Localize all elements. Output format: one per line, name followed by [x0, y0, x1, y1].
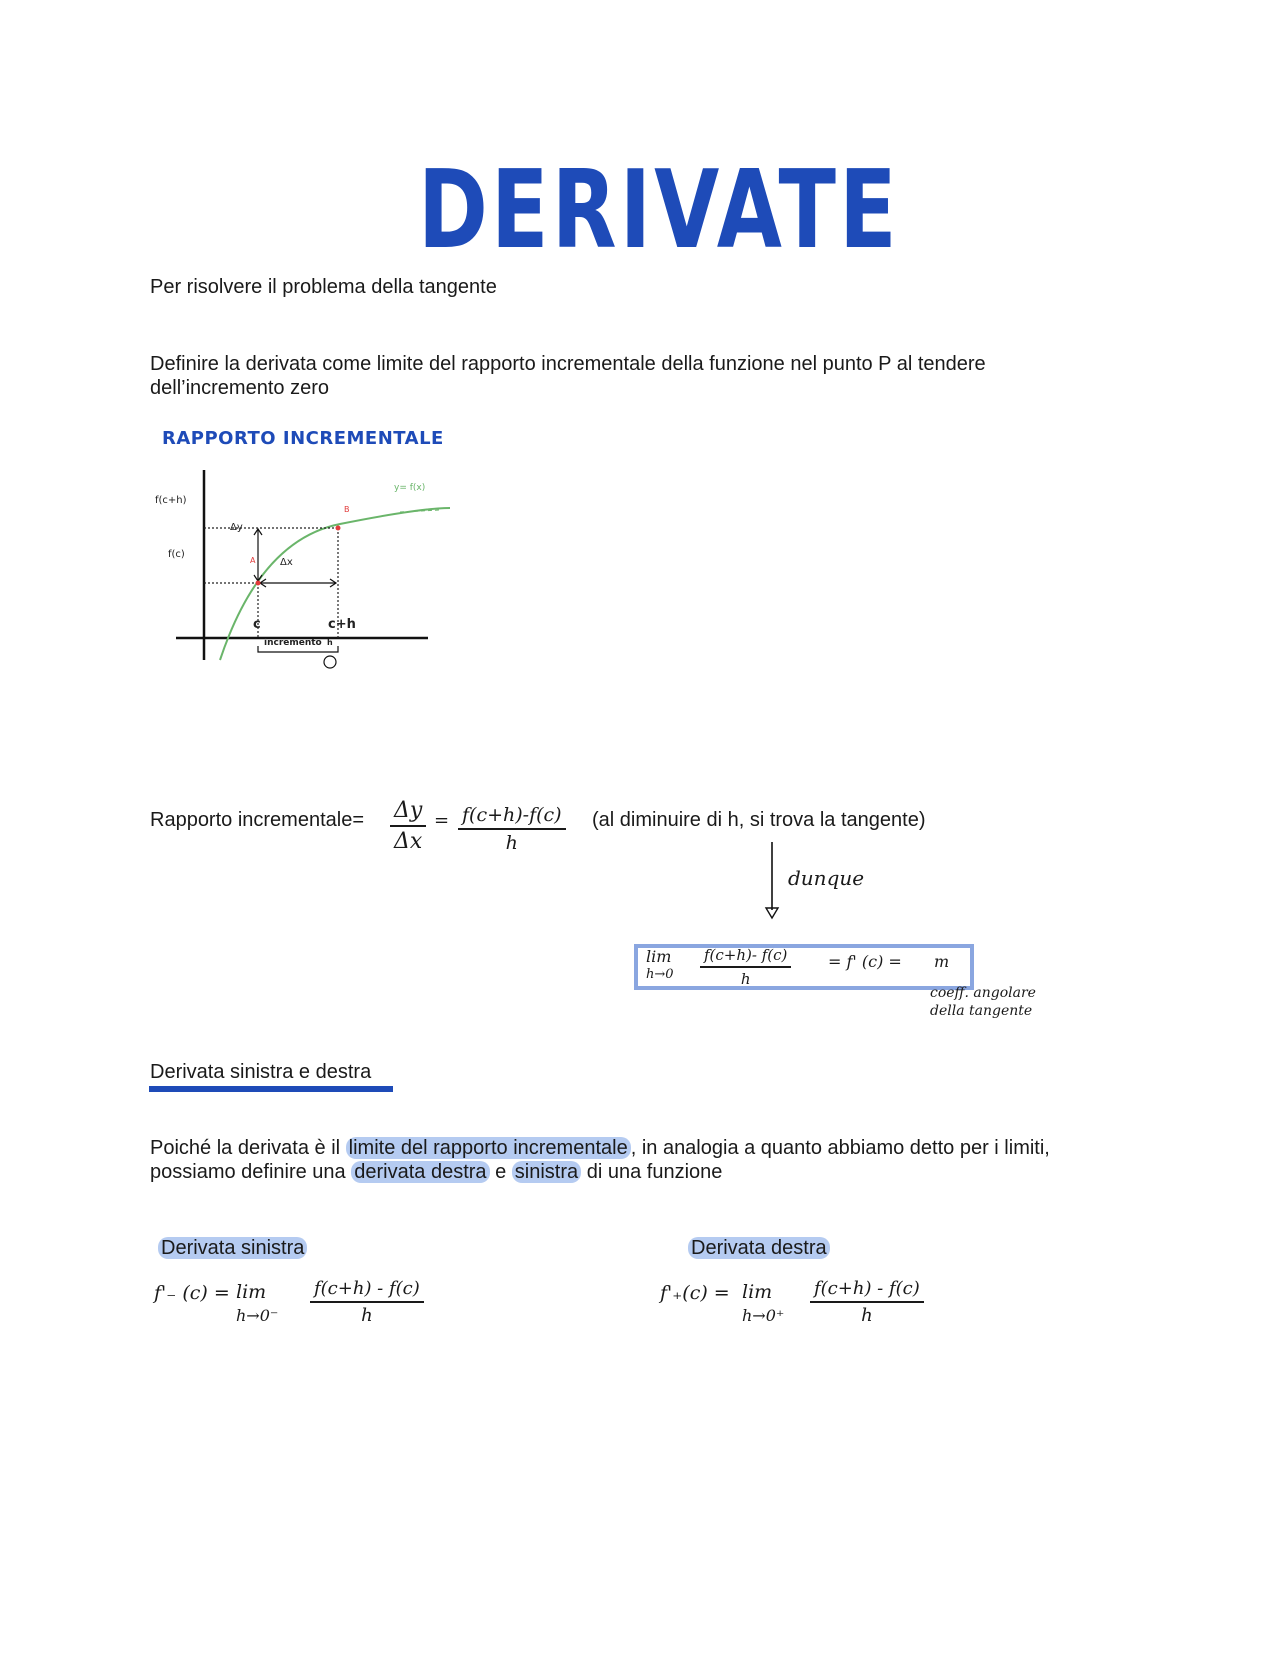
section-heading: Derivata sinistra e destra [150, 1061, 372, 1083]
right-derivative-heading [688, 1236, 830, 1260]
ratio-equals: = [434, 810, 450, 831]
right-derivative-fraction [810, 1278, 924, 1326]
highlight-limite: limite del rapporto incrementale [346, 1137, 631, 1159]
limit-definition-box [634, 944, 974, 990]
ratio-den: h [505, 832, 518, 854]
right-num: f(c+h) - f(c) [810, 1278, 924, 1303]
limit-lim-word: lim [646, 947, 672, 966]
limit-m: m [934, 952, 950, 971]
left-derivative-fraction [310, 1278, 424, 1326]
label-delta-y: Δy [230, 522, 243, 533]
left-derivative-heading-text: Derivata sinistra [158, 1237, 307, 1259]
label-increment: incremento [264, 638, 322, 648]
dunque-text: dunque [788, 866, 865, 890]
limit-num: f(c+h)- f(c) [700, 946, 791, 968]
right-derivative-heading-text: Derivata destra [688, 1237, 830, 1259]
incremental-ratio-graph [150, 460, 460, 680]
graph-heading: RAPPORTO INCREMENTALE [162, 428, 444, 449]
ratio-note: (al diminuire di h, si trova la tangente) [592, 809, 926, 831]
label-c: c [253, 617, 261, 632]
delta-num: Δy [390, 798, 426, 827]
left-derivative-lim [236, 1280, 278, 1328]
label-curve: y= f(x) [394, 483, 426, 493]
limit-note-line2: della tangente [930, 1003, 1033, 1019]
left-derivative-lhs: f'₋ (c) = [154, 1282, 230, 1304]
right-derivative-lhs: f'₊(c) = [660, 1282, 730, 1304]
left-lim-word: lim [236, 1281, 267, 1303]
point-a [256, 581, 261, 586]
limit-lim-sub: h→0 [646, 967, 674, 982]
label-point-b: B [344, 505, 350, 514]
ratio-num: f(c+h)-f(c) [458, 804, 566, 830]
limit-den: h [740, 970, 751, 988]
label-c-plus-h: c+h [328, 617, 356, 632]
section-underline [149, 1086, 393, 1092]
right-lim-sub: h→0⁺ [742, 1306, 785, 1325]
intro-text: Per risolvere il problema della tangente [150, 276, 497, 298]
para-text-2: , in analogia a quanto abbiamo detto per i limiti, [630, 1137, 1050, 1159]
limit-lim [646, 948, 674, 984]
highlight-sinistra: sinistra [512, 1161, 581, 1183]
down-arrow [760, 840, 790, 920]
right-den: h [861, 1305, 873, 1326]
left-derivative-heading [158, 1236, 307, 1260]
right-lim-word: lim [742, 1281, 773, 1303]
label-f-c: f(c) [168, 549, 185, 560]
label-increment-h: h [327, 638, 333, 647]
label-point-a: A [250, 556, 256, 565]
page-title: DERIVATE [418, 148, 900, 273]
para-text-3: possiamo definire una [150, 1161, 346, 1183]
para-text-5: di una funzione [586, 1161, 723, 1183]
limit-note-line1: coeff. angolare [930, 985, 1036, 1001]
ratio-label: Rapporto incrementale= [150, 809, 365, 831]
highlight-derivata-destra: derivata destra [351, 1161, 489, 1183]
left-num: f(c+h) - f(c) [310, 1278, 424, 1303]
limit-note [930, 984, 1036, 1020]
point-b [336, 526, 341, 531]
limit-rest: = f' (c) = [828, 952, 902, 971]
ratio-fraction [458, 804, 566, 854]
definition-text: Definire la derivata come limite del rapporto incrementale della funzione nel punto P al tendere dell’incremento zero [150, 353, 986, 399]
left-den: h [361, 1305, 373, 1326]
right-derivative-lim [742, 1280, 784, 1328]
label-delta-x: Δx [280, 557, 293, 568]
para-text-1: Poiché la derivata è il [150, 1137, 341, 1159]
limit-fraction [700, 946, 791, 988]
para-text-4: e [495, 1161, 507, 1183]
delta-den: Δx [394, 829, 423, 854]
label-f-ch: f(c+h) [155, 495, 187, 506]
delta-fraction [390, 798, 426, 854]
left-lim-sub: h→0⁻ [236, 1306, 279, 1325]
derivative-paragraph [150, 1136, 1150, 1184]
